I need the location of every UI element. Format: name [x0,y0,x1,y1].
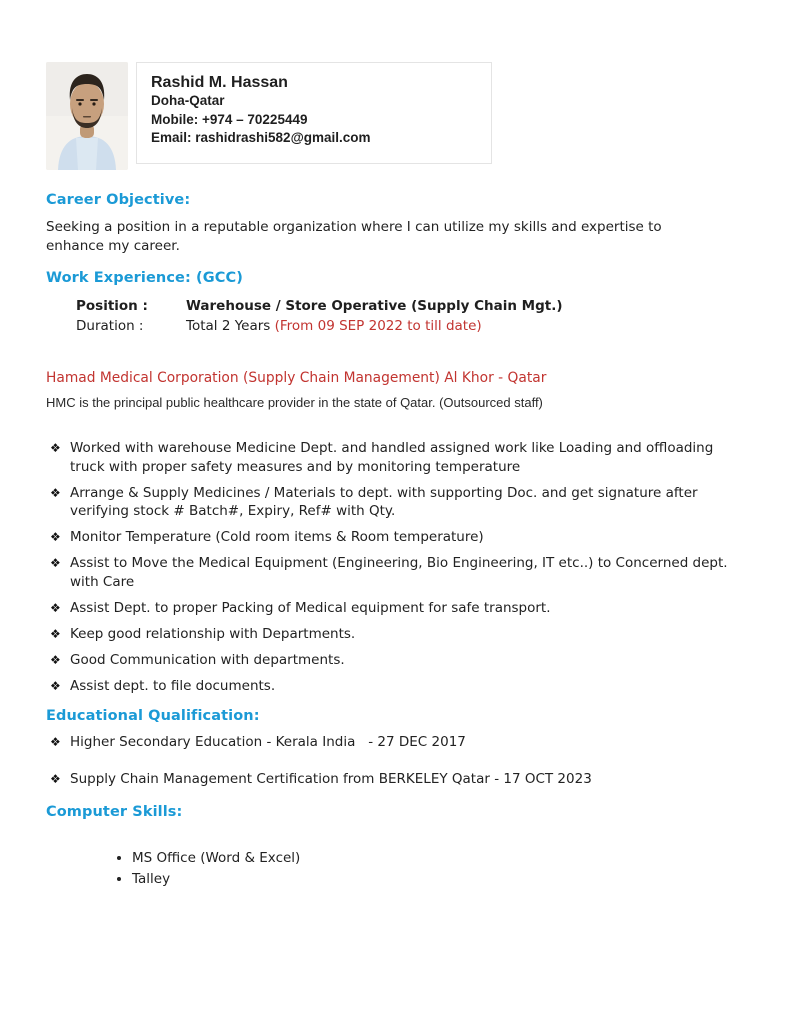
list-item: • MS Office (Word & Excel) [132,848,745,869]
diamond-bullet-icon: ❖ [50,441,61,455]
career-objective-text: Seeking a position in a reputable organization where I can utilize my skills and expertise to enhance my career. [46,219,662,254]
diamond-bullet-icon: ❖ [50,600,61,615]
duty-text: Assist Dept. to proper Packing of Medical equipment for safe transport. [70,599,551,616]
applicant-photo [46,62,128,170]
resume-header [46,62,745,170]
diamond-bullet-icon: ❖ [50,556,61,570]
diamond-bullet-icon: ❖ [50,652,61,667]
list-item [46,554,745,591]
employer-description: HMC is the principal public healthcare provider in the state of Qatar. (Outsourced staff) [46,395,543,410]
list-item: • Talley [132,869,745,890]
duration-note: (From 09 SEP 2022 to till date) [274,318,482,334]
position-duration-block [76,296,745,336]
list-item [46,733,745,752]
employer-name: Hamad Medical Corporation (Supply Chain Management) Al Khor - Qatar [46,370,547,386]
duty-text: Keep good relationship with Departments. [70,625,356,642]
section-title-career-objective: Career Objective: [46,192,191,208]
list-item [46,651,745,670]
applicant-email: Email: rashidrashi582@gmail.com [151,130,371,145]
diamond-bullet-icon: ❖ [50,626,61,641]
duties-list [46,439,745,695]
duration-total: Total 2 Years [186,318,275,334]
duty-text: Good Communication with departments. [70,651,345,668]
diamond-bullet-icon: ❖ [50,771,61,786]
diamond-bullet-icon: ❖ [50,678,61,693]
section-title-work-experience: Work Experience: (GCC) [46,270,243,286]
duration-row [76,316,745,336]
diamond-bullet-icon: ❖ [50,530,61,544]
contact-info-box [136,62,492,164]
applicant-name: Rashid M. Hassan [151,74,288,91]
education-text: Higher Secondary Education - Kerala India - 27 DEC 2017 [70,734,466,750]
applicant-location: Doha-Qatar [151,93,225,108]
diamond-bullet-icon: ❖ [50,485,61,500]
applicant-mobile: Mobile: +974 – 70225449 [151,111,308,127]
section-title-education: Educational Qualification: [46,708,260,724]
diamond-bullet-icon: ❖ [50,735,61,749]
duty-text: Arrange & Supply Medicines / Materials to dept. with supporting Doc. and get signature after verifying stock # Batch#, Expiry, Ref# with Qty. [70,484,698,519]
list-item [46,770,745,789]
list-item [46,677,745,696]
list-item [46,528,745,547]
duty-text: Assist to Move the Medical Equipment (Engineering, Bio Engineering, IT etc..) to Concerned dept. with Care [70,555,728,590]
duty-text: Worked with warehouse Medicine Dept. and handled assigned work like Loading and offloading truck with proper safety measures and by monitoring temperature [70,440,714,475]
duty-text: Monitor Temperature (Cold room items & Room temperature) [70,529,484,545]
list-item [46,439,745,476]
education-text: Supply Chain Management Certification from BERKELEY Qatar - 17 OCT 2023 [70,770,592,787]
skills-list [46,848,745,889]
list-item [46,484,745,521]
duty-text: Assist dept. to file documents. [70,677,276,694]
position-row [76,296,745,316]
position-label: Position : [76,298,148,314]
duration-value [186,316,482,336]
list-item [46,599,745,618]
applicant-photo-illustration [46,62,128,170]
position-value: Warehouse / Store Operative (Supply Chain Mgt.) [186,298,563,314]
section-title-computer-skills: Computer Skills: [46,804,183,820]
list-item [46,625,745,644]
duration-label: Duration : [76,318,144,334]
